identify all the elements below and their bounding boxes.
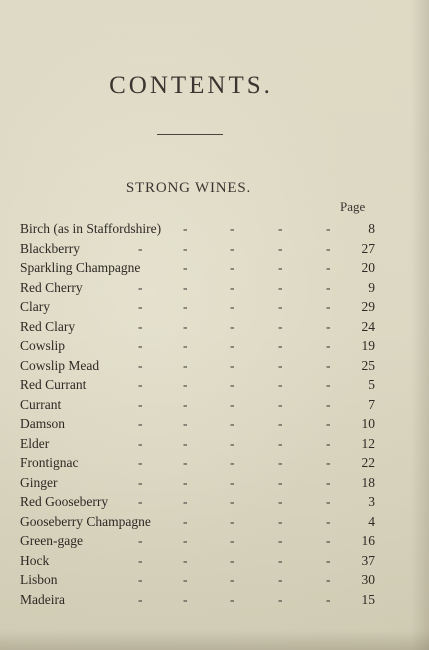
leader-dash: - — [326, 396, 331, 412]
toc-leader-dashes — [20, 297, 360, 317]
leader-dash: - — [278, 513, 283, 529]
toc-entry-page: 9 — [368, 279, 375, 295]
leader-dash: - — [183, 318, 188, 334]
leader-dash: - — [138, 416, 143, 431]
toc-entry-page: 18 — [361, 474, 375, 490]
toc-entry — [20, 590, 375, 610]
leader-dash: - — [138, 377, 143, 392]
leader-dash: - — [278, 494, 283, 509]
toc-entry-page: 16 — [361, 533, 375, 548]
leader-dash: - — [326, 513, 331, 529]
toc-entry-name: Red Clary — [20, 318, 76, 334]
leader-dash: - — [326, 416, 331, 431]
toc-entry — [20, 278, 375, 298]
leader-dash: - — [138, 279, 143, 295]
toc-leader-dashes — [20, 317, 360, 337]
toc-entry-name: Damson — [20, 416, 65, 431]
page-column-label: Page — [340, 199, 366, 214]
leader-dash: - — [230, 552, 235, 568]
leader-dash: - — [138, 396, 143, 412]
leader-dash: - — [326, 494, 331, 509]
toc-leader-dashes — [20, 590, 360, 610]
leader-dash: - — [278, 279, 283, 295]
toc-leader-dashes — [20, 551, 360, 571]
leader-dash: - — [326, 533, 331, 548]
toc-entry-name: Red Currant — [20, 377, 87, 392]
section-heading: STRONG WINES. — [125, 180, 252, 196]
toc-leader-dashes — [20, 258, 360, 278]
toc-entry — [20, 453, 375, 473]
leader-dash: - — [326, 338, 331, 353]
leader-dash: - — [138, 338, 143, 353]
leader-dash: - — [183, 572, 188, 587]
toc-entry-page: 25 — [361, 357, 375, 373]
toc-entry-page: 19 — [361, 338, 375, 353]
toc-entry-name: Cowslip — [20, 338, 66, 353]
toc-entry-name: Birch (as in Staffordshire) — [20, 221, 162, 236]
leader-dash: - — [278, 260, 283, 275]
leader-dash: - — [138, 299, 143, 314]
toc-entry — [20, 531, 375, 551]
leader-dash: - — [278, 533, 283, 548]
leader-dash: - — [230, 474, 235, 490]
toc-leader-dashes — [20, 434, 360, 454]
toc-entry-name: Sparkling Champagne — [20, 260, 141, 275]
leader-dash: - — [326, 552, 331, 568]
toc-entry — [20, 434, 375, 454]
toc-entry-name: Madeira — [20, 591, 65, 607]
leader-dash: - — [278, 357, 283, 373]
toc-entry-name: Blackberry — [20, 240, 80, 256]
page-bottom-shadow — [0, 630, 429, 650]
leader-dash: - — [138, 552, 143, 568]
toc-leader-dashes — [20, 395, 360, 415]
leader-dash: - — [278, 572, 283, 587]
toc-leader-dashes — [20, 239, 360, 259]
toc-entry — [20, 473, 375, 493]
toc-entry — [20, 570, 375, 590]
toc-entry-page: 37 — [361, 552, 375, 568]
toc-leader-dashes — [20, 356, 360, 376]
leader-dash: - — [138, 357, 143, 373]
toc-entry — [20, 239, 375, 259]
leader-dash: - — [230, 572, 235, 587]
leader-dash: - — [138, 435, 143, 451]
leader-dash: - — [183, 221, 188, 236]
toc-entry-name: Green-gage — [20, 533, 83, 548]
leader-dash: - — [278, 416, 283, 431]
toc-entry-page: 3 — [368, 494, 375, 509]
toc-entry-name: Lisbon — [20, 572, 58, 587]
leader-dash: - — [230, 513, 235, 529]
leader-dash: - — [183, 513, 188, 529]
leader-dash: - — [230, 533, 235, 548]
toc-entry-name: Ginger — [20, 474, 58, 490]
toc-entry — [20, 336, 375, 356]
toc-entry — [20, 414, 375, 434]
toc-entry — [20, 317, 375, 337]
leader-dash: - — [326, 474, 331, 490]
leader-dash: - — [138, 572, 143, 587]
toc-leader-dashes — [20, 473, 360, 493]
toc-leader-dashes — [20, 414, 360, 434]
page-edge-shadow — [411, 0, 429, 650]
leader-dash: - — [278, 221, 283, 236]
leader-dash: - — [230, 240, 235, 256]
toc-entry — [20, 395, 375, 415]
leader-dash: - — [278, 318, 283, 334]
leader-dash: - — [183, 260, 188, 275]
leader-dash: - — [183, 494, 188, 509]
leader-dash: - — [278, 338, 283, 353]
toc-entry-page: 22 — [361, 455, 375, 470]
toc-entry — [20, 375, 375, 395]
leader-dash: - — [183, 591, 188, 607]
leader-dash: - — [326, 572, 331, 587]
leader-dash: - — [230, 260, 235, 275]
toc-leader-dashes — [20, 278, 360, 298]
leader-dash: - — [230, 357, 235, 373]
toc-entry-name: Red Gooseberry — [20, 494, 109, 509]
leader-dash: - — [278, 552, 283, 568]
toc-entry-name: Currant — [20, 396, 62, 412]
leader-dash: - — [183, 279, 188, 295]
leader-dash: - — [230, 416, 235, 431]
leader-dash: - — [278, 240, 283, 256]
leader-dash: - — [230, 338, 235, 353]
table-of-contents — [20, 219, 375, 609]
leader-dash: - — [183, 474, 188, 490]
leader-dash: - — [138, 318, 143, 334]
leader-dash: - — [183, 435, 188, 451]
toc-entry — [20, 258, 375, 278]
page-title: CONTENTS. — [109, 72, 273, 99]
leader-dash: - — [138, 533, 143, 548]
leader-dash: - — [183, 377, 188, 392]
leader-dash: - — [278, 435, 283, 451]
toc-entry-page: 29 — [361, 299, 375, 314]
toc-leader-dashes — [20, 512, 360, 532]
toc-entry-page: 4 — [368, 513, 375, 529]
leader-dash: - — [138, 455, 143, 470]
leader-dash: - — [326, 455, 331, 470]
leader-dash: - — [183, 357, 188, 373]
toc-entry-name: Cowslip Mead — [20, 357, 100, 373]
leader-dash: - — [183, 396, 188, 412]
toc-entry-page: 15 — [361, 591, 375, 607]
leader-dash: - — [138, 591, 143, 607]
leader-dash: - — [278, 396, 283, 412]
leader-dash: - — [278, 474, 283, 490]
leader-dash: - — [230, 494, 235, 509]
toc-leader-dashes — [20, 375, 360, 395]
toc-entry-name: Red Cherry — [20, 279, 83, 295]
leader-dash: - — [230, 591, 235, 607]
toc-entry — [20, 356, 375, 376]
leader-dash: - — [230, 299, 235, 314]
toc-entry-page: 7 — [368, 396, 375, 412]
toc-entry — [20, 492, 375, 512]
toc-entry-page: 24 — [361, 318, 375, 334]
toc-entry-page: 12 — [361, 435, 375, 451]
leader-dash: - — [230, 455, 235, 470]
toc-entry-name: Frontignac — [20, 455, 79, 470]
leader-dash: - — [183, 552, 188, 568]
toc-entry-name: Hock — [20, 552, 50, 568]
leader-dash: - — [183, 416, 188, 431]
leader-dash: - — [326, 240, 331, 256]
toc-leader-dashes — [20, 531, 360, 551]
leader-dash: - — [326, 435, 331, 451]
leader-dash: - — [278, 299, 283, 314]
toc-entry-page: 10 — [361, 416, 375, 431]
leader-dash: - — [138, 494, 143, 509]
toc-entry-name: Clary — [20, 299, 50, 314]
leader-dash: - — [326, 377, 331, 392]
toc-entry — [20, 551, 375, 571]
leader-dash: - — [326, 299, 331, 314]
toc-entry-page: 27 — [361, 240, 375, 256]
toc-entry-page: 5 — [368, 377, 375, 392]
leader-dash: - — [326, 357, 331, 373]
toc-entry-page: 30 — [361, 572, 375, 587]
leader-dash: - — [183, 455, 188, 470]
leader-dash: - — [138, 240, 143, 256]
toc-entry — [20, 297, 375, 317]
leader-dash: - — [326, 260, 331, 275]
leader-dash: - — [230, 377, 235, 392]
toc-leader-dashes — [20, 336, 360, 356]
toc-leader-dashes — [20, 453, 360, 473]
leader-dash: - — [230, 435, 235, 451]
leader-dash: - — [183, 338, 188, 353]
leader-dash: - — [138, 474, 143, 490]
toc-entry-page: 20 — [361, 260, 375, 275]
leader-dash: - — [326, 279, 331, 295]
toc-entry-name: Elder — [20, 435, 50, 451]
leader-dash: - — [230, 279, 235, 295]
leader-dash: - — [183, 240, 188, 256]
leader-dash: - — [326, 318, 331, 334]
leader-dash: - — [278, 591, 283, 607]
leader-dash: - — [326, 221, 331, 236]
toc-entry-name: Gooseberry Champagne — [20, 513, 151, 529]
leader-dash: - — [183, 533, 188, 548]
leader-dash: - — [278, 377, 283, 392]
toc-leader-dashes — [20, 570, 360, 590]
leader-dash: - — [183, 299, 188, 314]
title-divider — [157, 134, 223, 135]
leader-dash: - — [230, 318, 235, 334]
leader-dash: - — [326, 591, 331, 607]
leader-dash: - — [230, 396, 235, 412]
toc-leader-dashes — [20, 219, 360, 239]
toc-leader-dashes — [20, 492, 360, 512]
leader-dash: - — [278, 455, 283, 470]
leader-dash: - — [230, 221, 235, 236]
toc-entry — [20, 219, 375, 239]
toc-entry — [20, 512, 375, 532]
toc-entry-page: 8 — [368, 221, 375, 236]
